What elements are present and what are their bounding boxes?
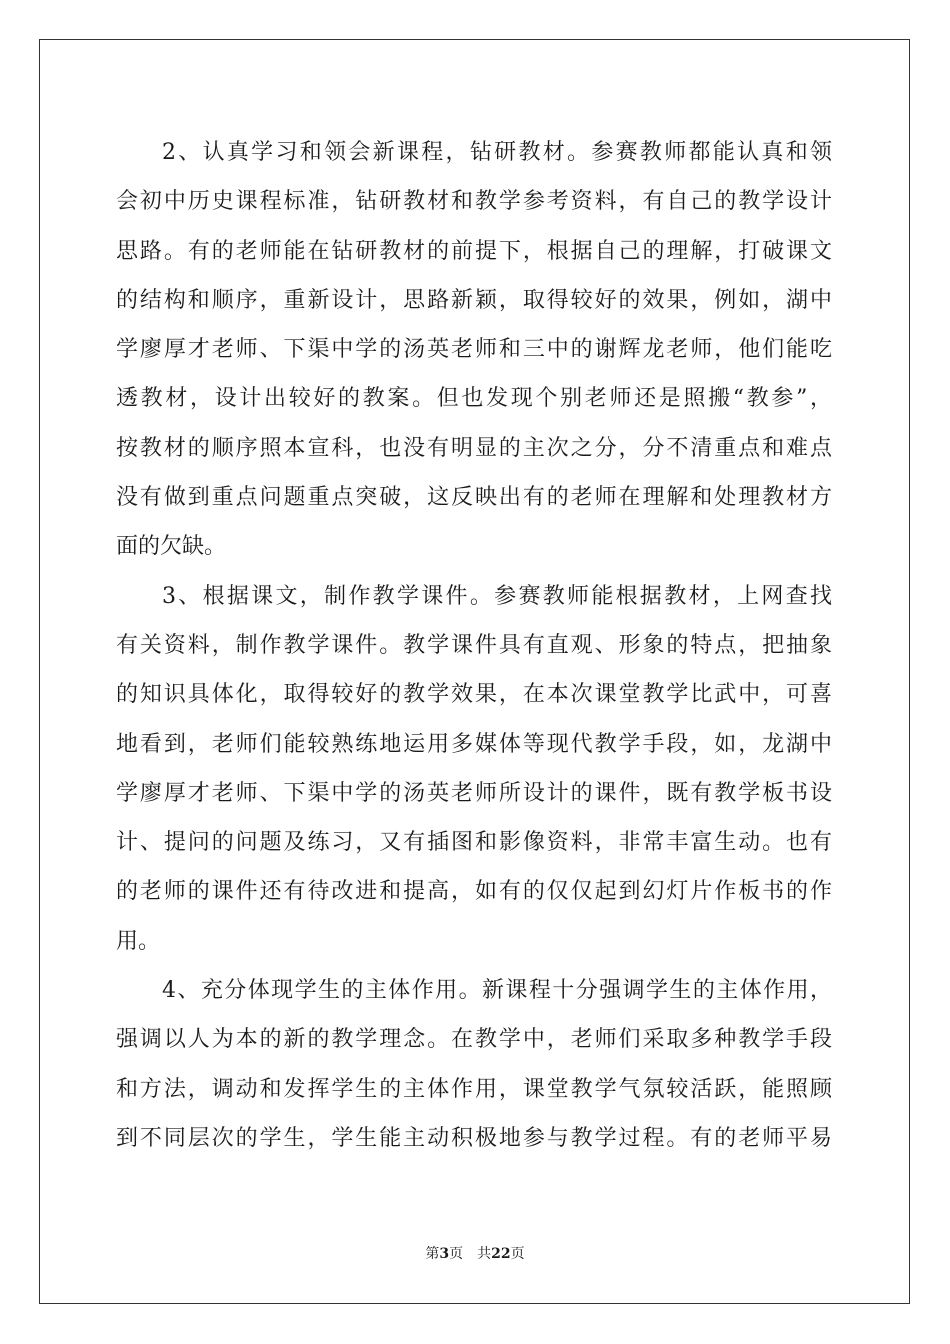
paragraph-2-line: 面的欠缺。 <box>116 534 227 560</box>
current-page-number: 3 <box>439 1246 450 1262</box>
paragraph-4-line: 强调以人为本的新的教学理念。在教学中，老师们采取多种教学手段 <box>116 1027 832 1053</box>
paragraph-3-line: 的老师的课件还有待改进和提高，如有的仅仅起到幻灯片作板书的作 <box>116 879 832 905</box>
paragraph-3-line: 的知识具体化，取得较好的教学效果，在本次课堂教学比武中，可喜 <box>116 682 832 708</box>
paragraph-2-line: 学廖厚才老师、下渠中学的汤英老师和三中的谢辉龙老师，他们能吃 <box>116 337 832 363</box>
total-prefix: 共 <box>477 1246 492 1262</box>
page-unit: 页 <box>449 1246 464 1262</box>
paragraph-2-line: 没有做到重点问题重点突破，这反映出有的老师在理解和处理教材方 <box>116 485 832 511</box>
paragraph-4-line: 到不同层次的学生，学生能主动积极地参与教学过程。有的老师平易 <box>116 1125 832 1151</box>
page-prefix: 第 <box>425 1246 440 1262</box>
paragraph-2-line: 的结构和顺序，重新设计，思路新颖，取得较好的效果，例如，湖中 <box>116 287 832 313</box>
total-unit: 页 <box>510 1246 525 1262</box>
paragraph-3-line: 学廖厚才老师、下渠中学的汤英老师所设计的课件，既有教学板书设 <box>116 780 832 806</box>
paragraph-2-line: 会初中历史课程标准，钻研教材和教学参考资料，有自己的教学设计 <box>116 189 832 215</box>
total-page-number: 22 <box>491 1246 511 1262</box>
paragraph-4-line: 和方法，调动和发挥学生的主体作用，课堂教学气氛较活跃，能照顾 <box>116 1076 832 1102</box>
paragraph-3-line: 3、根据课文，制作教学课件。参赛教师能根据教材，上网查找 <box>162 583 832 609</box>
paragraph-2-line: 透教材，设计出较好的教案。但也发现个别老师还是照搬“教参”， <box>116 386 832 412</box>
paragraph-3-line: 用。 <box>116 928 161 954</box>
page-footer <box>0 1244 950 1264</box>
paragraph-3-line: 计、提问的问题及练习，又有插图和影像资料，非常丰富生动。也有 <box>116 830 832 856</box>
paragraph-2-line: 按教材的顺序照本宣科，也没有明显的主次之分，分不清重点和难点 <box>116 435 832 461</box>
paragraph-4-line: 4、充分体现学生的主体作用。新课程十分强调学生的主体作用， <box>162 978 832 1004</box>
paragraph-2-line: 思路。有的老师能在钻研教材的前提下，根据自己的理解，打破课文 <box>116 238 832 264</box>
paragraph-3-line: 有关资料，制作教学课件。教学课件具有直观、形象的特点，把抽象 <box>116 632 832 658</box>
document-body <box>116 128 832 1163</box>
paragraph-3-line: 地看到，老师们能较熟练地运用多媒体等现代教学手段，如，龙湖中 <box>116 731 832 757</box>
paragraph-2-line: 2、认真学习和领会新课程，钻研教材。参赛教师都能认真和领 <box>162 140 832 165</box>
